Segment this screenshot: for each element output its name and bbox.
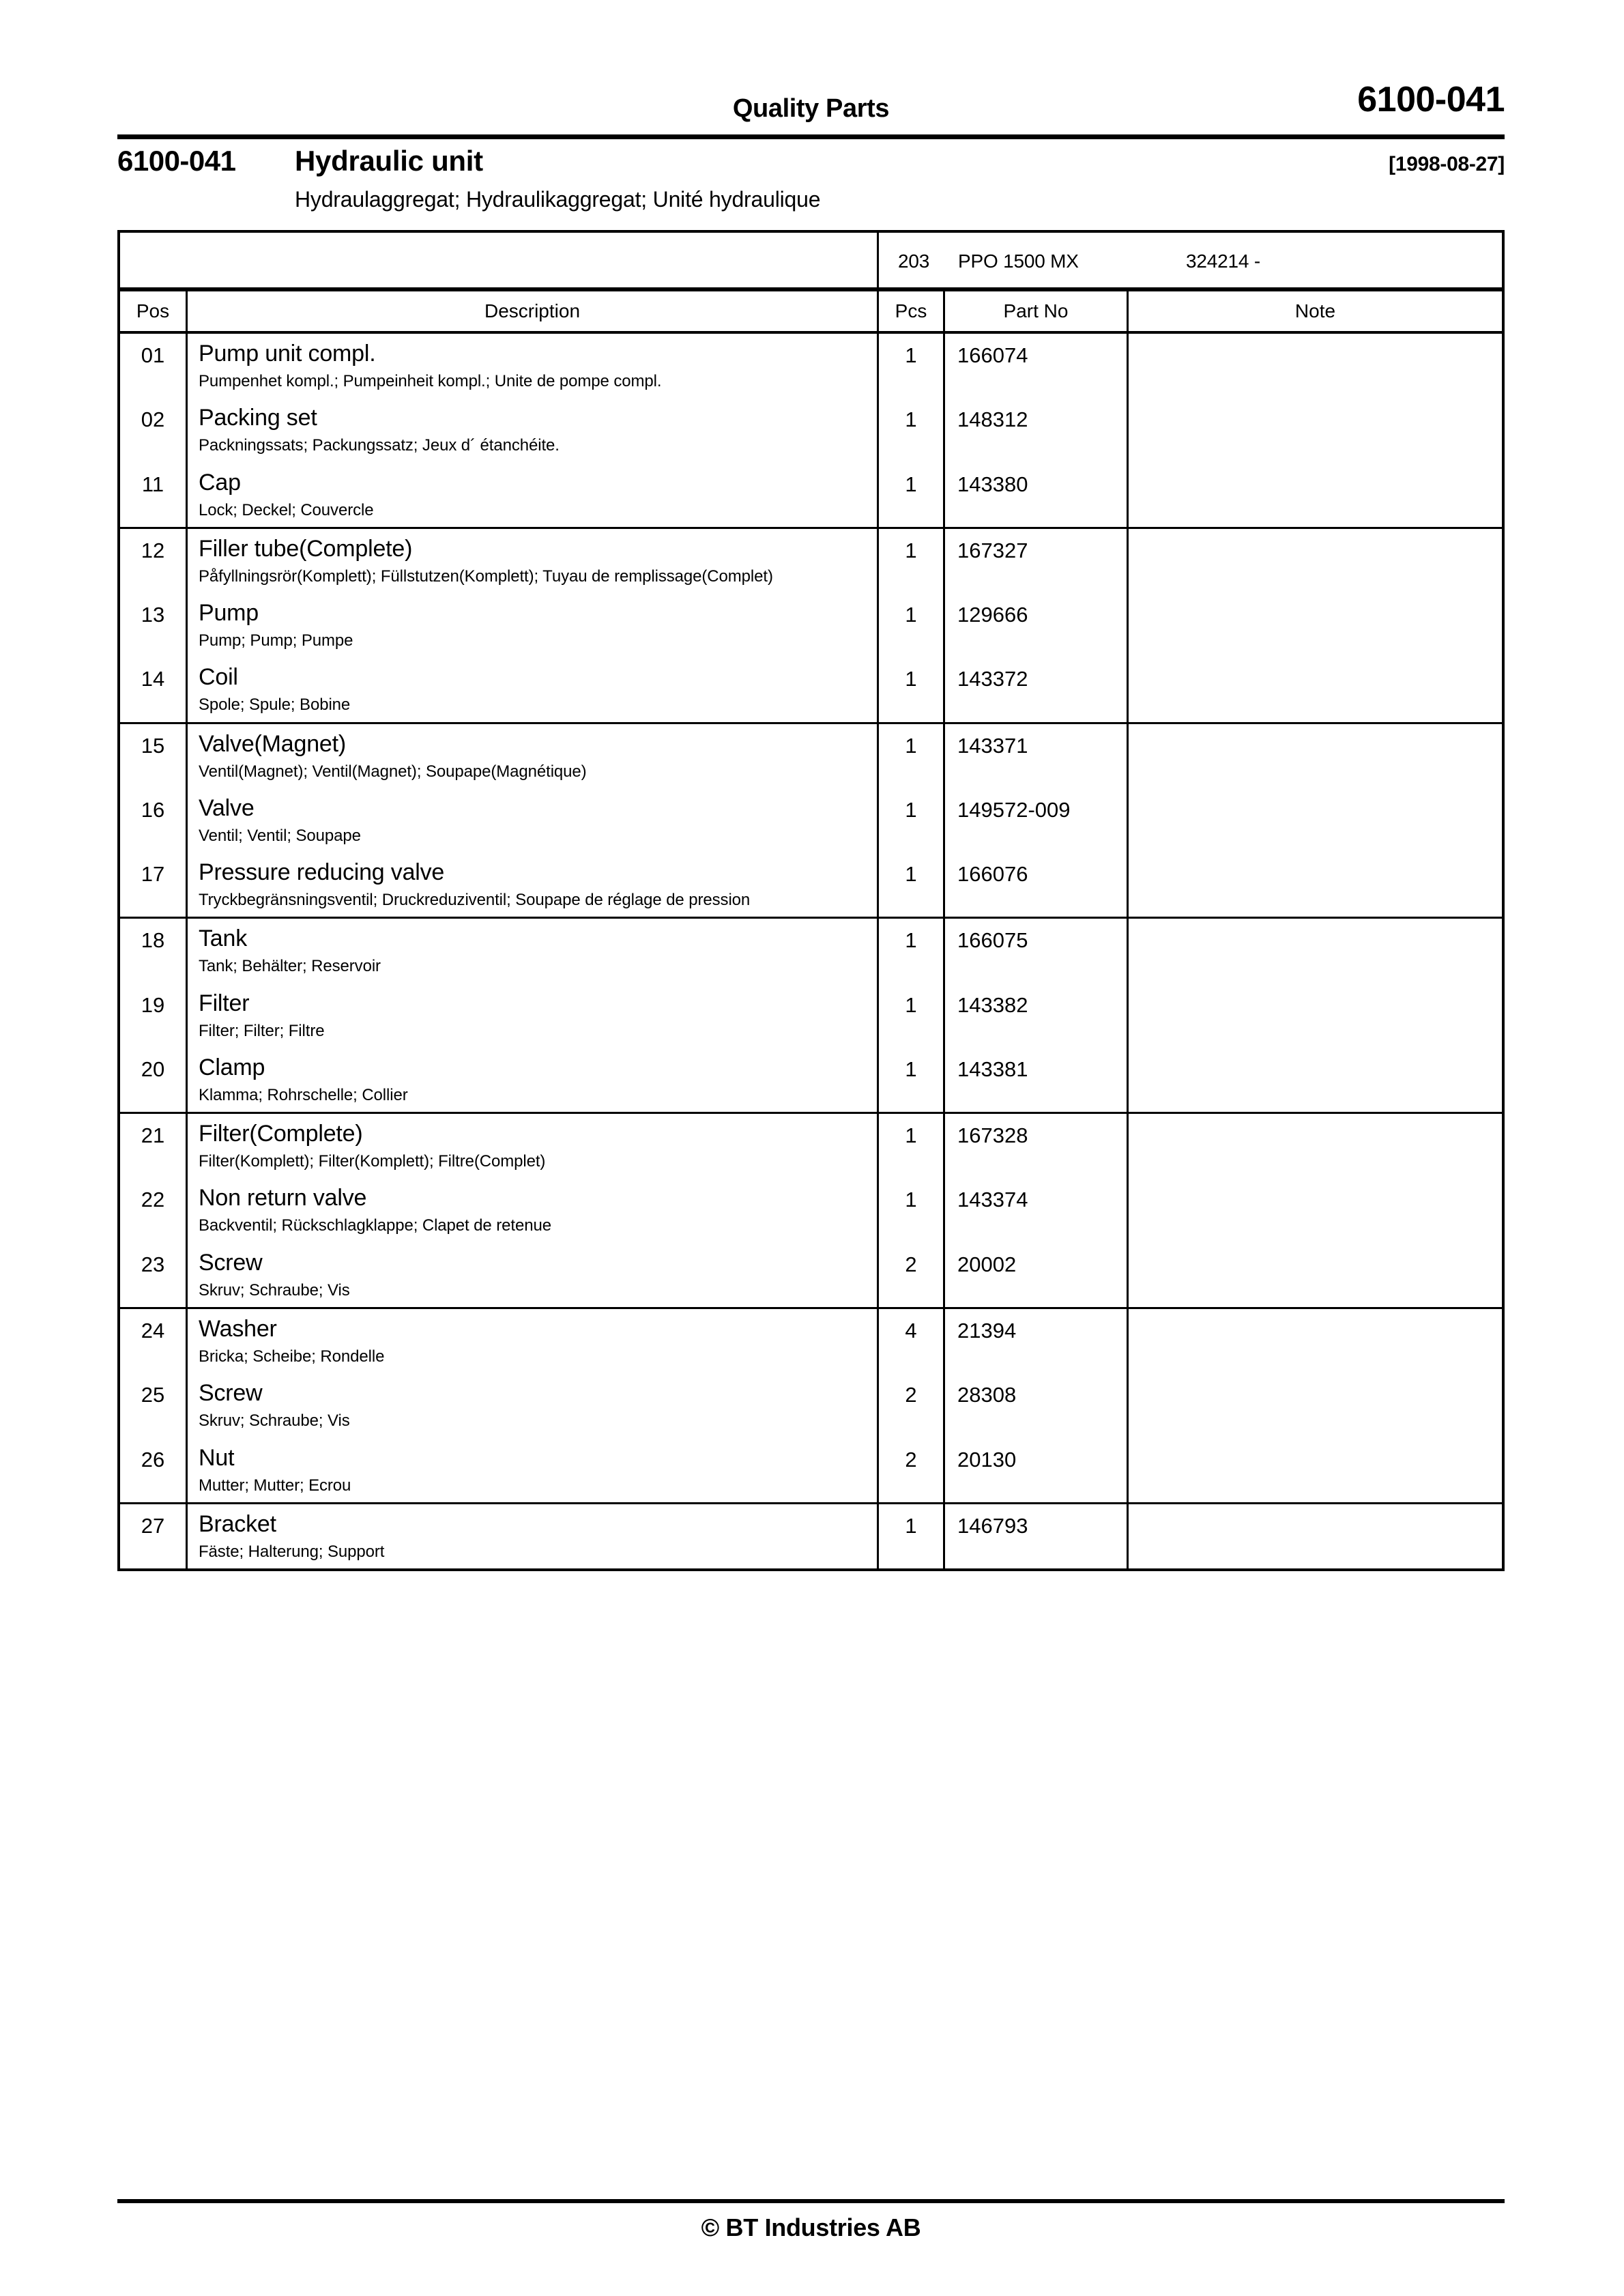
cell-pcs: 2 bbox=[877, 1243, 943, 1307]
cell-note bbox=[1127, 657, 1502, 721]
table-row[interactable] bbox=[120, 1243, 1502, 1307]
page-title: Hydraulic unit bbox=[295, 145, 483, 177]
cell-description bbox=[186, 788, 877, 852]
part-name-translations: Påfyllningsrör(Komplett); Füllstutzen(Komplett); Tuyau de remplissage(Complet) bbox=[199, 566, 773, 586]
cell-part-no: 143381 bbox=[943, 1048, 1127, 1112]
model-name: PPO 1500 MX bbox=[958, 250, 1079, 272]
cell-note bbox=[1127, 919, 1502, 983]
cell-note bbox=[1127, 1178, 1502, 1242]
table-row[interactable] bbox=[120, 593, 1502, 657]
part-name-translations: Bricka; Scheibe; Rondelle bbox=[199, 1347, 385, 1366]
part-name: Pump bbox=[199, 600, 259, 627]
part-name: Washer bbox=[199, 1315, 277, 1342]
model-identification bbox=[877, 233, 1502, 287]
cell-description bbox=[186, 919, 877, 983]
table-row[interactable] bbox=[120, 1438, 1502, 1502]
cell-pcs: 1 bbox=[877, 657, 943, 721]
cell-note bbox=[1127, 724, 1502, 788]
table-row[interactable] bbox=[120, 657, 1502, 721]
section-code: 6100-041 bbox=[117, 145, 236, 177]
column-header-pcs: Pcs bbox=[877, 291, 943, 331]
part-name: Nut bbox=[199, 1444, 235, 1471]
table-row[interactable] bbox=[120, 1178, 1502, 1242]
model-code: 203 bbox=[898, 250, 930, 272]
cell-description bbox=[186, 1114, 877, 1178]
cell-part-no: 143374 bbox=[943, 1178, 1127, 1242]
cell-description bbox=[186, 1504, 877, 1568]
cell-note bbox=[1127, 788, 1502, 852]
cell-description bbox=[186, 724, 877, 788]
part-name-translations: Tryckbegränsningsventil; Druckreduziventil; Soupape de réglage de pression bbox=[199, 891, 751, 910]
model-header-spacer bbox=[120, 233, 877, 287]
table-row[interactable] bbox=[120, 463, 1502, 527]
part-name: Filter(Complete) bbox=[199, 1121, 363, 1147]
cell-pcs: 1 bbox=[877, 463, 943, 527]
column-header-note: Note bbox=[1127, 291, 1502, 331]
cell-part-no: 143382 bbox=[943, 984, 1127, 1048]
cell-part-no: 146793 bbox=[943, 1504, 1127, 1568]
cell-note bbox=[1127, 1048, 1502, 1112]
part-name-translations: Pumpenhet kompl.; Pumpeinheit kompl.; Unite de pompe compl. bbox=[199, 372, 662, 390]
part-name-translations: Mutter; Mutter; Ecrou bbox=[199, 1476, 351, 1495]
cell-description bbox=[186, 1373, 877, 1437]
page-header bbox=[117, 79, 1505, 135]
cell-pos: 27 bbox=[141, 1513, 165, 1538]
cell-pos: 17 bbox=[141, 862, 165, 887]
part-name-translations: Packningssats; Packungssatz; Jeux d´ étanchéite. bbox=[199, 436, 560, 455]
column-header-pos: Pos bbox=[136, 300, 170, 321]
cell-pcs: 1 bbox=[877, 1114, 943, 1178]
cell-part-no: 148312 bbox=[943, 398, 1127, 462]
model-serial-range: 324214 - bbox=[1186, 250, 1260, 272]
part-name-translations: Skruv; Schraube; Vis bbox=[199, 1280, 350, 1300]
cell-note bbox=[1127, 1373, 1502, 1437]
part-name: Screw bbox=[199, 1249, 263, 1276]
table-column-headers bbox=[120, 291, 1502, 334]
cell-description bbox=[186, 1048, 877, 1112]
part-name: Cap bbox=[199, 469, 241, 496]
cell-pcs: 1 bbox=[877, 334, 943, 398]
table-row-group bbox=[120, 529, 1502, 724]
cell-pcs: 1 bbox=[877, 852, 943, 917]
cell-pos: 02 bbox=[141, 407, 165, 432]
part-name-translations: Fäste; Halterung; Support bbox=[199, 1542, 385, 1561]
table-row[interactable] bbox=[120, 398, 1502, 462]
table-row[interactable] bbox=[120, 852, 1502, 917]
table-row[interactable] bbox=[120, 529, 1502, 593]
table-row-group bbox=[120, 1504, 1502, 1568]
part-name-translations: Backventil; Rückschlagklappe; Clapet de retenue bbox=[199, 1216, 551, 1235]
cell-pos: 23 bbox=[141, 1252, 165, 1276]
table-row-group bbox=[120, 724, 1502, 919]
cell-pcs: 2 bbox=[877, 1373, 943, 1437]
part-name: Pump unit compl. bbox=[199, 341, 376, 367]
part-name-translations: Spole; Spule; Bobine bbox=[199, 695, 351, 715]
table-row-group bbox=[120, 919, 1502, 1114]
cell-pcs: 1 bbox=[877, 919, 943, 983]
cell-part-no: 167327 bbox=[943, 529, 1127, 593]
cell-part-no: 143372 bbox=[943, 657, 1127, 721]
cell-description bbox=[186, 593, 877, 657]
cell-note bbox=[1127, 463, 1502, 527]
part-name: Bracket bbox=[199, 1510, 276, 1537]
part-name-translations: Lock; Deckel; Couvercle bbox=[199, 500, 374, 519]
cell-pos: 20 bbox=[141, 1057, 165, 1081]
part-name-translations: Ventil(Magnet); Ventil(Magnet); Soupape(Magnétique) bbox=[199, 762, 587, 781]
cell-part-no: 166074 bbox=[943, 334, 1127, 398]
table-row[interactable] bbox=[120, 1048, 1502, 1112]
cell-description bbox=[186, 657, 877, 721]
part-name: Pressure reducing valve bbox=[199, 859, 445, 886]
cell-pcs: 1 bbox=[877, 984, 943, 1048]
part-name: Valve(Magnet) bbox=[199, 730, 346, 757]
cell-pos: 13 bbox=[141, 603, 165, 627]
cell-part-no: 28308 bbox=[943, 1373, 1127, 1437]
table-row[interactable] bbox=[120, 1373, 1502, 1437]
column-header-description: Description bbox=[186, 291, 877, 331]
part-name-translations: Filter(Komplett); Filter(Komplett); Filtre(Complet) bbox=[199, 1152, 546, 1171]
header-divider bbox=[117, 134, 1505, 139]
cell-note bbox=[1127, 529, 1502, 593]
part-name: Filter bbox=[199, 990, 250, 1016]
part-name-translations: Pump; Pump; Pumpe bbox=[199, 631, 353, 650]
part-name-translations: Klamma; Rohrschelle; Collier bbox=[199, 1085, 408, 1104]
column-header-part-no: Part No bbox=[943, 291, 1127, 331]
cell-description bbox=[186, 1178, 877, 1242]
table-row[interactable] bbox=[120, 1114, 1502, 1178]
table-row[interactable] bbox=[120, 788, 1502, 852]
table-row-group bbox=[120, 1309, 1502, 1504]
cell-pos: 24 bbox=[141, 1318, 165, 1343]
cell-part-no: 167328 bbox=[943, 1114, 1127, 1178]
part-name: Packing set bbox=[199, 405, 317, 431]
cell-pos: 11 bbox=[141, 472, 164, 496]
cell-part-no: 149572-009 bbox=[943, 788, 1127, 852]
cell-pcs: 1 bbox=[877, 593, 943, 657]
cell-note bbox=[1127, 593, 1502, 657]
cell-pcs: 2 bbox=[877, 1438, 943, 1502]
cell-description bbox=[186, 1438, 877, 1502]
part-name: Tank bbox=[199, 925, 248, 952]
section-title-block bbox=[117, 145, 1505, 212]
part-name: Coil bbox=[199, 664, 238, 691]
cell-part-no: 20002 bbox=[943, 1243, 1127, 1307]
footer-copyright: © BT Industries AB bbox=[701, 2213, 921, 2241]
model-header-row bbox=[120, 233, 1502, 291]
cell-part-no: 166076 bbox=[943, 852, 1127, 917]
cell-pos: 25 bbox=[141, 1383, 165, 1407]
part-name: Clamp bbox=[199, 1054, 265, 1080]
cell-description bbox=[186, 1309, 877, 1373]
table-row[interactable] bbox=[120, 919, 1502, 983]
table-row[interactable] bbox=[120, 724, 1502, 788]
cell-pos: 15 bbox=[141, 733, 165, 758]
part-name-translations: Filter; Filter; Filtre bbox=[199, 1021, 325, 1040]
footer-divider bbox=[117, 2199, 1505, 2203]
cell-description bbox=[186, 463, 877, 527]
cell-description bbox=[186, 852, 877, 917]
part-name-translations: Ventil; Ventil; Soupape bbox=[199, 826, 361, 845]
table-row[interactable] bbox=[120, 984, 1502, 1048]
cell-note bbox=[1127, 1243, 1502, 1307]
cell-description bbox=[186, 984, 877, 1048]
cell-note bbox=[1127, 1438, 1502, 1502]
part-name-translations: Tank; Behälter; Reservoir bbox=[199, 957, 381, 976]
cell-part-no: 143371 bbox=[943, 724, 1127, 788]
cell-pcs: 1 bbox=[877, 1048, 943, 1112]
catalog-brand-title: Quality Parts bbox=[732, 94, 890, 123]
cell-pos: 16 bbox=[141, 797, 165, 822]
cell-note bbox=[1127, 1309, 1502, 1373]
cell-note bbox=[1127, 852, 1502, 917]
cell-pcs: 1 bbox=[877, 529, 943, 593]
table-row-group bbox=[120, 1114, 1502, 1309]
cell-pos: 19 bbox=[141, 992, 165, 1017]
cell-pcs: 1 bbox=[877, 724, 943, 788]
part-name: Filler tube(Complete) bbox=[199, 535, 413, 562]
cell-pcs: 1 bbox=[877, 788, 943, 852]
table-row[interactable] bbox=[120, 334, 1502, 398]
cell-pos: 01 bbox=[141, 343, 165, 367]
cell-description bbox=[186, 398, 877, 462]
cell-pos: 26 bbox=[141, 1447, 165, 1472]
table-row[interactable] bbox=[120, 1504, 1502, 1568]
table-body bbox=[120, 334, 1502, 1568]
part-name: Screw bbox=[199, 1380, 263, 1407]
table-row-group bbox=[120, 334, 1502, 529]
cell-pcs: 1 bbox=[877, 1178, 943, 1242]
cell-pcs: 1 bbox=[877, 398, 943, 462]
cell-description bbox=[186, 334, 877, 398]
cell-pos: 21 bbox=[141, 1123, 165, 1148]
cell-pos: 18 bbox=[141, 928, 165, 953]
cell-note bbox=[1127, 984, 1502, 1048]
cell-pos: 14 bbox=[141, 667, 165, 691]
cell-part-no: 21394 bbox=[943, 1309, 1127, 1373]
page-code-header: 6100-041 bbox=[1357, 80, 1505, 119]
cell-part-no: 143380 bbox=[943, 463, 1127, 527]
part-name: Valve bbox=[199, 794, 255, 821]
part-name: Non return valve bbox=[199, 1185, 367, 1211]
page-title-translations: Hydraulaggregat; Hydraulikaggregat; Unité hydraulique bbox=[295, 187, 821, 212]
cell-description bbox=[186, 1243, 877, 1307]
cell-pos: 22 bbox=[141, 1188, 165, 1212]
revision-date: [1998-08-27] bbox=[1389, 153, 1505, 175]
cell-note bbox=[1127, 398, 1502, 462]
cell-part-no: 20130 bbox=[943, 1438, 1127, 1502]
cell-note bbox=[1127, 334, 1502, 398]
cell-pcs: 1 bbox=[877, 1504, 943, 1568]
cell-pcs: 4 bbox=[877, 1309, 943, 1373]
cell-note bbox=[1127, 1114, 1502, 1178]
cell-part-no: 166075 bbox=[943, 919, 1127, 983]
cell-pos: 12 bbox=[141, 538, 165, 562]
table-row[interactable] bbox=[120, 1309, 1502, 1373]
parts-table bbox=[117, 230, 1505, 1571]
part-name-translations: Skruv; Schraube; Vis bbox=[199, 1411, 350, 1431]
cell-note bbox=[1127, 1504, 1502, 1568]
cell-part-no: 129666 bbox=[943, 593, 1127, 657]
cell-description bbox=[186, 529, 877, 593]
